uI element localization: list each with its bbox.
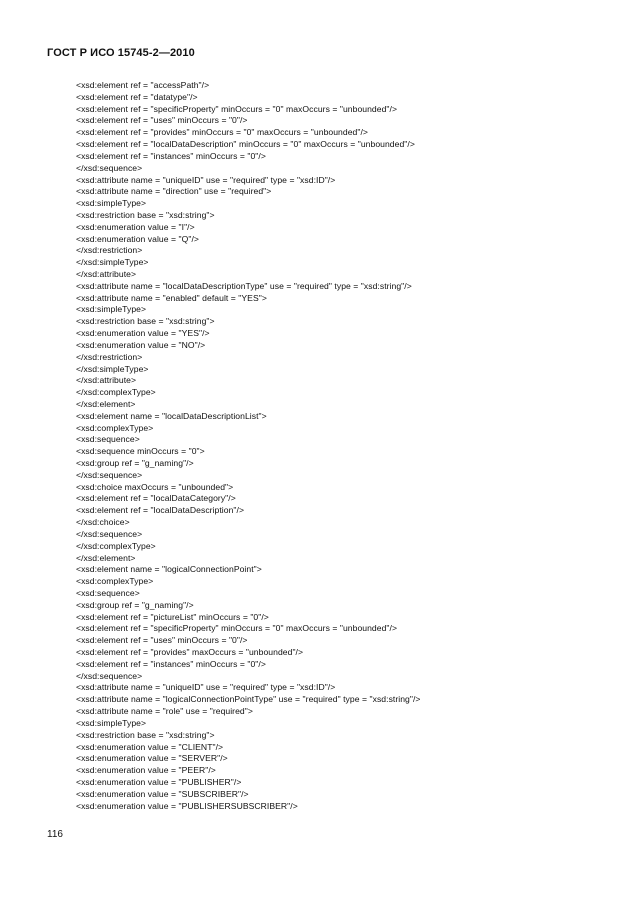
code-line: <xsd:attribute name = "uniqueID" use = "required" type = "xsd:ID"/> [76,682,336,693]
code-line: <xsd:sequence> [76,434,140,445]
code-line: <xsd:attribute name = "localDataDescriptionType" use = "required" type = "xsd:string"/> [76,280,412,291]
code-line: <xsd:enumeration value = "YES"/> [76,328,210,339]
code-line: </xsd:complexType> [76,387,156,398]
code-line: <xsd:simpleType> [76,198,147,209]
code-line: </xsd:sequence> [76,469,143,480]
code-line: <xsd:element ref = "localDataCategory"/> [76,493,236,504]
code-line: <xsd:element ref = "provides" maxOccurs = "unbounded"/> [76,647,304,657]
code-line: <xsd:simpleType> [76,304,147,315]
code-line: </xsd:simpleType> [76,257,149,268]
code-line: <xsd:attribute name = "role" use = "required"> [76,706,253,717]
code-line: <xsd:group ref = "g_naming"/> [76,599,194,610]
code-line: </xsd:restriction> [76,245,143,256]
code-line: <xsd:element ref = "specificProperty" minOccurs = "0" maxOccurs = "unbounded"/> [76,103,398,114]
code-line: <xsd:enumeration value = "PUBLISHER"/> [76,776,242,787]
code-line: </xsd:element> [76,398,136,409]
code-line: <xsd:enumeration value = "Q"/> [76,233,199,244]
code-line: <xsd:sequence> [76,587,140,598]
code-line: <xsd:complexType> [76,422,154,433]
code-line: </xsd:sequence> [76,162,143,173]
code-line: <xsd:enumeration value = "SERVER"/> [76,753,228,764]
page-number: 116 [47,829,63,840]
xsd-code-listing [76,80,616,812]
code-line: </xsd:restriction> [76,351,143,362]
code-line: <xsd:enumeration value = "NO"/> [76,339,206,350]
code-line: <xsd:element ref = "accessPath"/> [76,80,210,90]
code-line: <xsd:choice maxOccurs = "unbounded"> [76,481,234,492]
document-header: ГОСТ Р ИСО 15745-2—2010 [47,47,195,59]
code-line: <xsd:element ref = "datatype"/> [76,91,198,102]
code-line: <xsd:element name = "localDataDescriptionList"> [76,410,267,421]
code-line: <xsd:enumeration value = "I"/> [76,221,195,232]
code-line: </xsd:attribute> [76,269,137,279]
code-line: </xsd:sequence> [76,670,143,681]
code-line: <xsd:complexType> [76,576,154,587]
code-line: <xsd:enumeration value = "PEER"/> [76,765,216,776]
code-line: </xsd:sequence> [76,528,143,539]
code-line: </xsd:attribute> [76,375,137,386]
code-line: <xsd:element ref = "uses" minOccurs = "0"/> [76,115,248,126]
code-line: <xsd:attribute name = "enabled" default = "YES"> [76,292,267,303]
code-line: <xsd:attribute name = "logicalConnectionPointType" use = "required" type = "xsd:string"/> [76,694,421,705]
code-line: <xsd:enumeration value = "SUBSCRIBER"/> [76,788,249,799]
code-line: <xsd:element ref = "provides" minOccurs = "0" maxOccurs = "unbounded"/> [76,127,368,138]
code-line: <xsd:element ref = "instances" minOccurs = "0"/> [76,150,266,161]
code-line: <xsd:enumeration value = "CLIENT"/> [76,741,224,752]
code-line: </xsd:choice> [76,517,130,528]
code-line: <xsd:restriction base = "xsd:string"> [76,209,215,220]
code-line: <xsd:restriction base = "xsd:string"> [76,729,215,740]
code-line: </xsd:simpleType> [76,363,149,374]
code-line: </xsd:complexType> [76,540,156,551]
code-line: <xsd:attribute name = "direction" use = "required"> [76,186,272,197]
code-line: <xsd:group ref = "g_naming"/> [76,458,194,468]
code-line: </xsd:element> [76,552,136,563]
code-line: <xsd:element ref = "localDataDescription" minOccurs = "0" maxOccurs = "unbounded"/> [76,139,415,150]
code-line: <xsd:element name = "logicalConnectionPoint"> [76,564,262,575]
code-line: <xsd:element ref = "instances" minOccurs = "0"/> [76,658,266,669]
code-line: <xsd:element ref = "uses" minOccurs = "0"/> [76,635,248,646]
code-line: <xsd:restriction base = "xsd:string"> [76,316,215,327]
code-line: <xsd:simpleType> [76,717,147,728]
code-line: <xsd:enumeration value = "PUBLISHERSUBSCRIBER"/> [76,800,298,811]
code-line: <xsd:element ref = "specificProperty" minOccurs = "0" maxOccurs = "unbounded"/> [76,623,398,634]
code-line: <xsd:sequence minOccurs = "0"> [76,446,205,457]
code-line: <xsd:attribute name = "uniqueID" use = "required" type = "xsd:ID"/> [76,174,336,185]
code-line: <xsd:element ref = "localDataDescription"/> [76,505,245,516]
code-line: <xsd:element ref = "pictureList" minOccurs = "0"/> [76,611,269,622]
